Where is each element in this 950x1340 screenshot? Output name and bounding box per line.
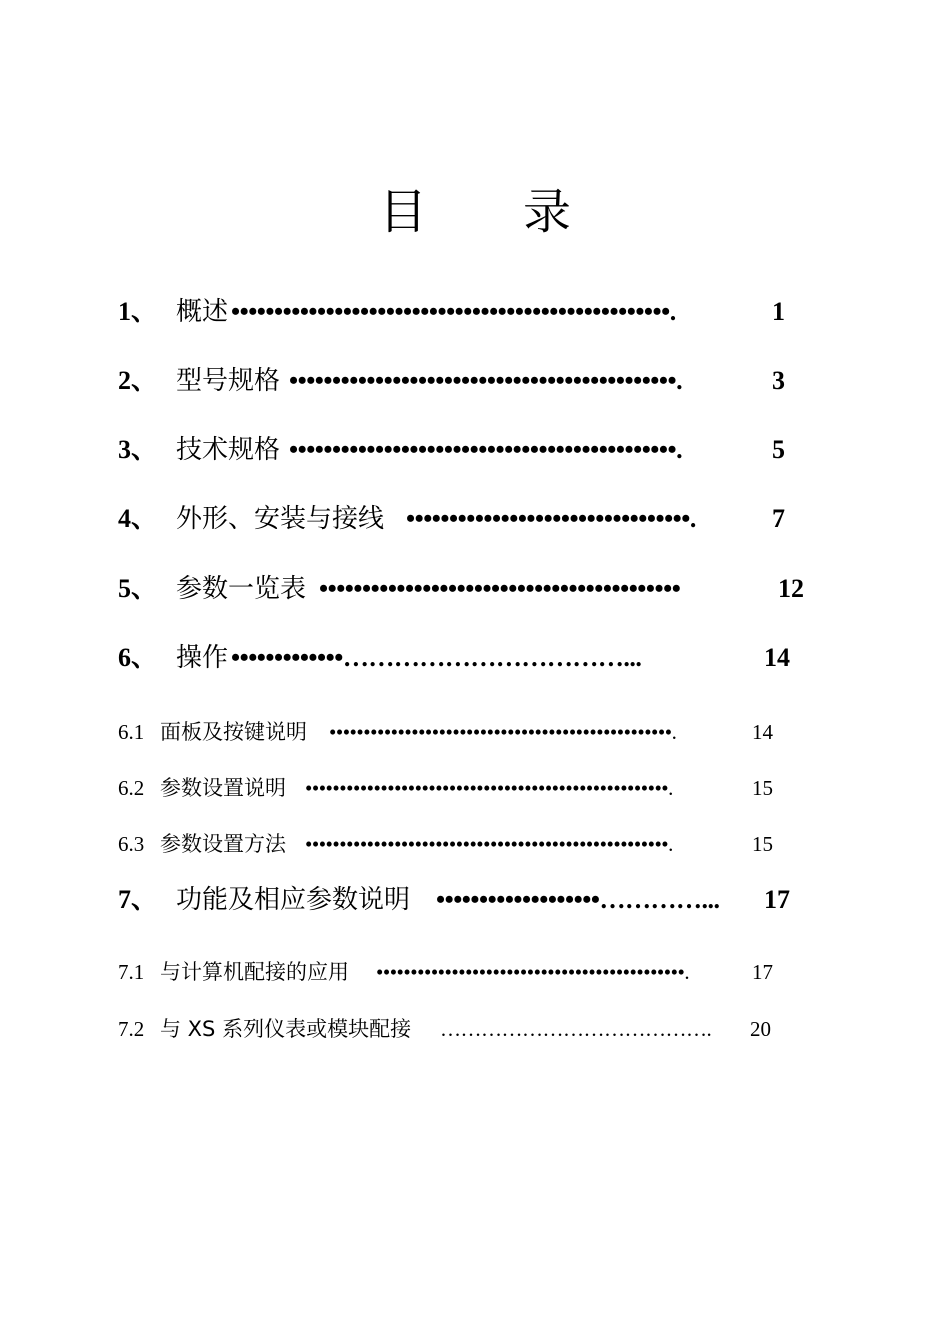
toc-entry-title: 操作 — [176, 643, 229, 673]
toc-entry-title: 功能及相应参数说明 — [176, 885, 411, 915]
toc-entry-7-2[interactable] — [118, 1009, 818, 1049]
toc-entry-number: 5、 — [118, 574, 158, 603]
toc-entry-number: 1、 — [118, 297, 158, 326]
toc-entry-number: 6.3 — [118, 832, 145, 856]
toc-entry-page: 7 — [772, 504, 785, 533]
toc-entry-leader: •••••••••••••••••••••••••••••••••••••••••••••••••••. — [231, 297, 676, 326]
toc-entry-leader: •••••••••••••••••••••••••••••••••••••••••••••. — [289, 366, 683, 395]
toc-entry-page: 1 — [772, 297, 785, 326]
toc-entry-page: 5 — [772, 435, 785, 464]
toc-entry-page: 14 — [764, 643, 790, 672]
toc-entry-leader: …………………………………. — [440, 1017, 712, 1041]
toc-entry-title: 与 XS 系列仪表或模块配接 — [160, 1017, 412, 1041]
toc-entry-page: 15 — [752, 776, 773, 800]
toc-entry-6-2[interactable] — [118, 768, 818, 808]
toc-entry-title: 技术规格 — [176, 435, 281, 465]
toc-entry-page: 15 — [752, 832, 773, 856]
toc-entry-number: 2、 — [118, 366, 158, 395]
toc-entry-page: 20 — [750, 1017, 771, 1041]
toc-entry-leader: •••••••••••••••••••••••••••••••••••••••••••••••••••••. — [305, 776, 673, 800]
toc-entry-leader: •••••••••••••••••••••••••••••••••••••••••••••. — [289, 435, 683, 464]
toc-entry-number: 6、 — [118, 643, 158, 672]
toc-entry-6-3[interactable] — [118, 824, 818, 864]
toc-entry-number: 6.1 — [118, 720, 145, 744]
toc-entry-number: 6.2 — [118, 776, 145, 800]
toc-entry-page: 17 — [764, 885, 790, 914]
toc-entry-5[interactable] — [118, 569, 818, 609]
toc-entry-leader: •••••••••••••……………………………... — [231, 643, 642, 672]
toc-entry-title: 与计算机配接的应用 — [160, 960, 349, 984]
toc-entry-page: 17 — [752, 960, 773, 984]
toc-entry-leader: •••••••••••••••••••••••••••••••••••••••••••••. — [376, 960, 690, 984]
toc-entry-title: 外形、安装与接线 — [176, 504, 385, 534]
toc-entry-title: 参数设置说明 — [160, 776, 286, 800]
toc-entry-7-1[interactable] — [118, 952, 818, 992]
toc-entry-page: 14 — [752, 720, 773, 744]
toc-entry-title: 面板及按键说明 — [160, 720, 307, 744]
toc-entry-number: 7、 — [118, 885, 158, 914]
toc-entry-page: 12 — [778, 574, 804, 603]
toc-entry-leader: •••••••••••••••••••…………... — [436, 885, 720, 914]
toc-entry-page: 3 — [772, 366, 785, 395]
toc-entry-6-1[interactable] — [118, 712, 818, 752]
toc-entry-title: 型号规格 — [176, 366, 281, 396]
toc-entry-2[interactable] — [118, 361, 818, 401]
page-title: 目 录 — [378, 184, 571, 240]
toc-entry-leader: •••••••••••••••••••••••••••••••••••••••••• — [319, 574, 681, 603]
toc-entry-title: 参数设置方法 — [160, 832, 286, 856]
toc-entry-leader: •••••••••••••••••••••••••••••••••. — [406, 504, 696, 533]
toc-entry-number: 7.2 — [118, 1017, 145, 1041]
toc-entry-number: 3、 — [118, 435, 158, 464]
toc-entry-number: 4、 — [118, 504, 158, 533]
toc-entry-7[interactable] — [118, 880, 818, 920]
toc-entry-6[interactable] — [118, 638, 818, 678]
toc-entry-title: 概述 — [176, 297, 229, 327]
toc-entry-3[interactable] — [118, 430, 818, 470]
toc-entry-4[interactable] — [118, 499, 818, 539]
toc-entry-leader: ••••••••••••••••••••••••••••••••••••••••••••••••••. — [329, 720, 677, 744]
toc-entry-leader: •••••••••••••••••••••••••••••••••••••••••••••••••••••. — [305, 832, 673, 856]
toc-entry-1[interactable] — [118, 292, 818, 332]
toc-entry-number: 7.1 — [118, 960, 145, 984]
toc-entry-title: 参数一览表 — [176, 574, 307, 604]
